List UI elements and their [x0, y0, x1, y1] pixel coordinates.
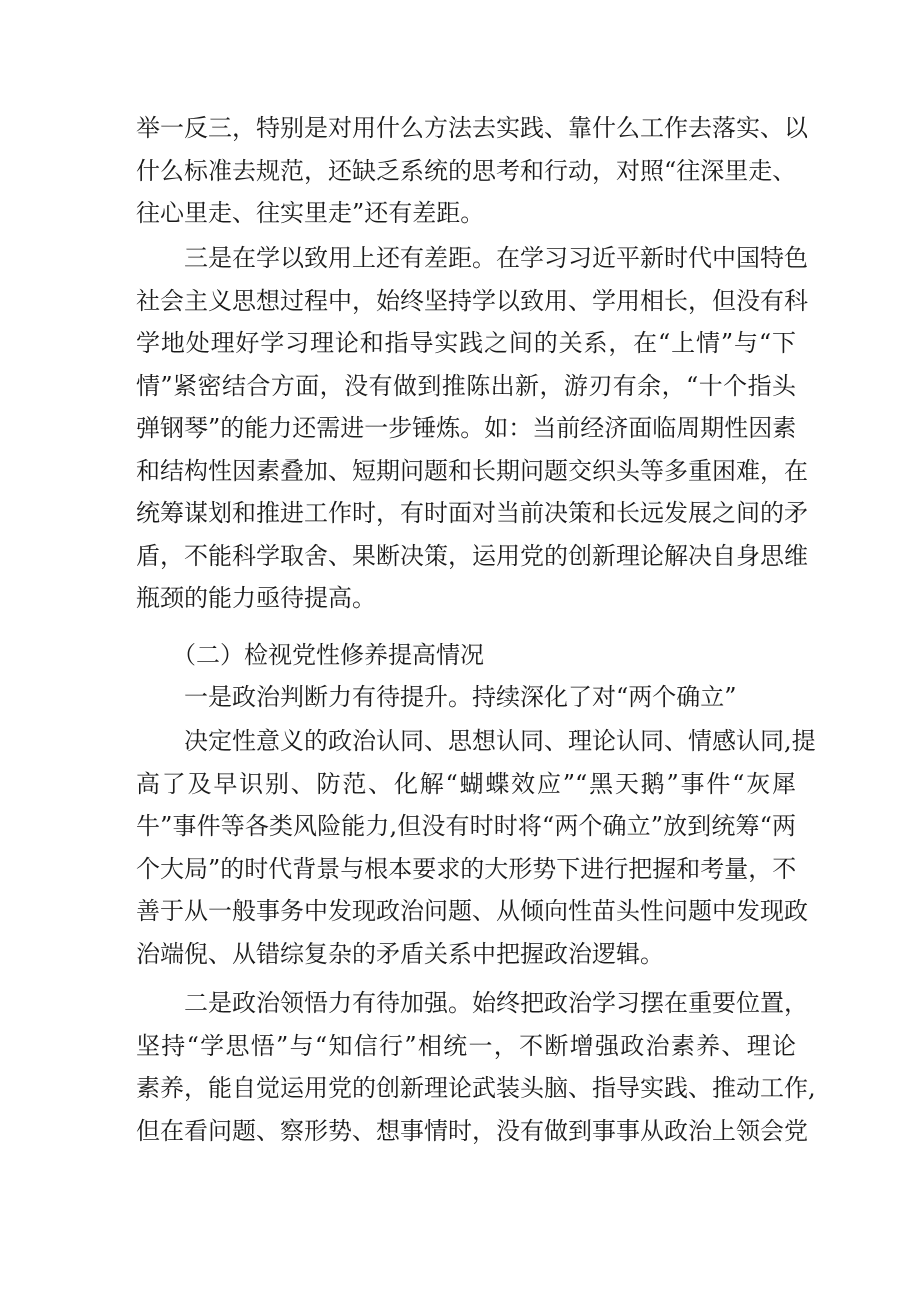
text-line: 三是在学以致用上还有差距。在学习习近平新时代中国特色: [184, 244, 808, 272]
text-line: 素养，能自觉运用党的创新理论武装头脑、指导实践、推动工作,: [136, 1074, 816, 1102]
paragraph-3: [136, 676, 796, 719]
text-line: 情”紧密结合方面，没有做到推陈出新，游刃有余，“十个指头: [136, 371, 796, 400]
text-line: 盾，不能科学取舍、果断决策，运用党的创新理论解决自身思维: [136, 541, 808, 570]
text-line: 善于从一般事务中发现政治问题、从倾向性苗头性问题中发现政: [136, 897, 808, 925]
text-line: 高了及早识别、防范、化解“蝴蝶效应”“黑天鹅”事件“灰犀: [136, 769, 796, 798]
paragraph-2: [136, 237, 808, 620]
text-line: 个大局”的时代背景与根本要求的大形势下进行把握和考量，不: [136, 854, 797, 883]
text-line: 二是政治领悟力有待加强。始终把政治学习摆在重要位置，: [184, 989, 808, 1017]
text-line: 统筹谋划和推进工作时，有时面对当前决策和长远发展之间的矛: [136, 499, 808, 527]
text-line: 和结构性因素叠加、短期问题和长期问题交织头等多重困难，在: [136, 456, 808, 485]
section-heading: [136, 634, 796, 677]
paragraph-4: [136, 720, 816, 975]
heading-line: （二）检视党性修养提高情况: [172, 641, 484, 669]
paragraph-5: [136, 982, 816, 1152]
text-line: 学地处理好学习理论和指导实践之间的关系，在“上情”与“下: [136, 329, 796, 357]
text-line: 往心里走、往实里走”还有差距。: [136, 199, 485, 227]
text-line: 弹钢琴”的能力还需进一步锤炼。如：当前经济面临周期性因素: [136, 414, 797, 442]
text-line: 举一反三，特别是对用什么方法去实践、靠什么工作去落实、以: [136, 114, 808, 142]
text-line: 但在看问题、察形势、想事情时，没有做到事事从政治上领会党: [136, 1116, 808, 1145]
text-line: 治端倪、从错综复杂的矛盾关系中把握政治逻辑。: [136, 939, 664, 968]
text-line: 什么标准去规范，还缺乏系统的思考和行动，对照“往深里走、: [136, 156, 797, 185]
text-line: 瓶颈的能力亟待提高。: [136, 584, 376, 612]
text-line: 一是政治判断力有待提升。持续深化了对“两个确立”: [184, 683, 737, 711]
paragraph-1: [136, 107, 808, 235]
text-line: 坚持“学思悟”与“知信行”相统一，不断增强政治素养、理论: [136, 1031, 796, 1060]
text-line: 社会主义思想过程中，始终坚持学以致用、学用相长，但没有科: [136, 286, 808, 315]
text-line: 决定性意义的政治认同、思想认同、理论认同、情感认同,提: [184, 727, 816, 755]
text-line: 牛”事件等各类风险能力,但没有时时将“两个确立”放到统筹“两: [136, 812, 796, 840]
